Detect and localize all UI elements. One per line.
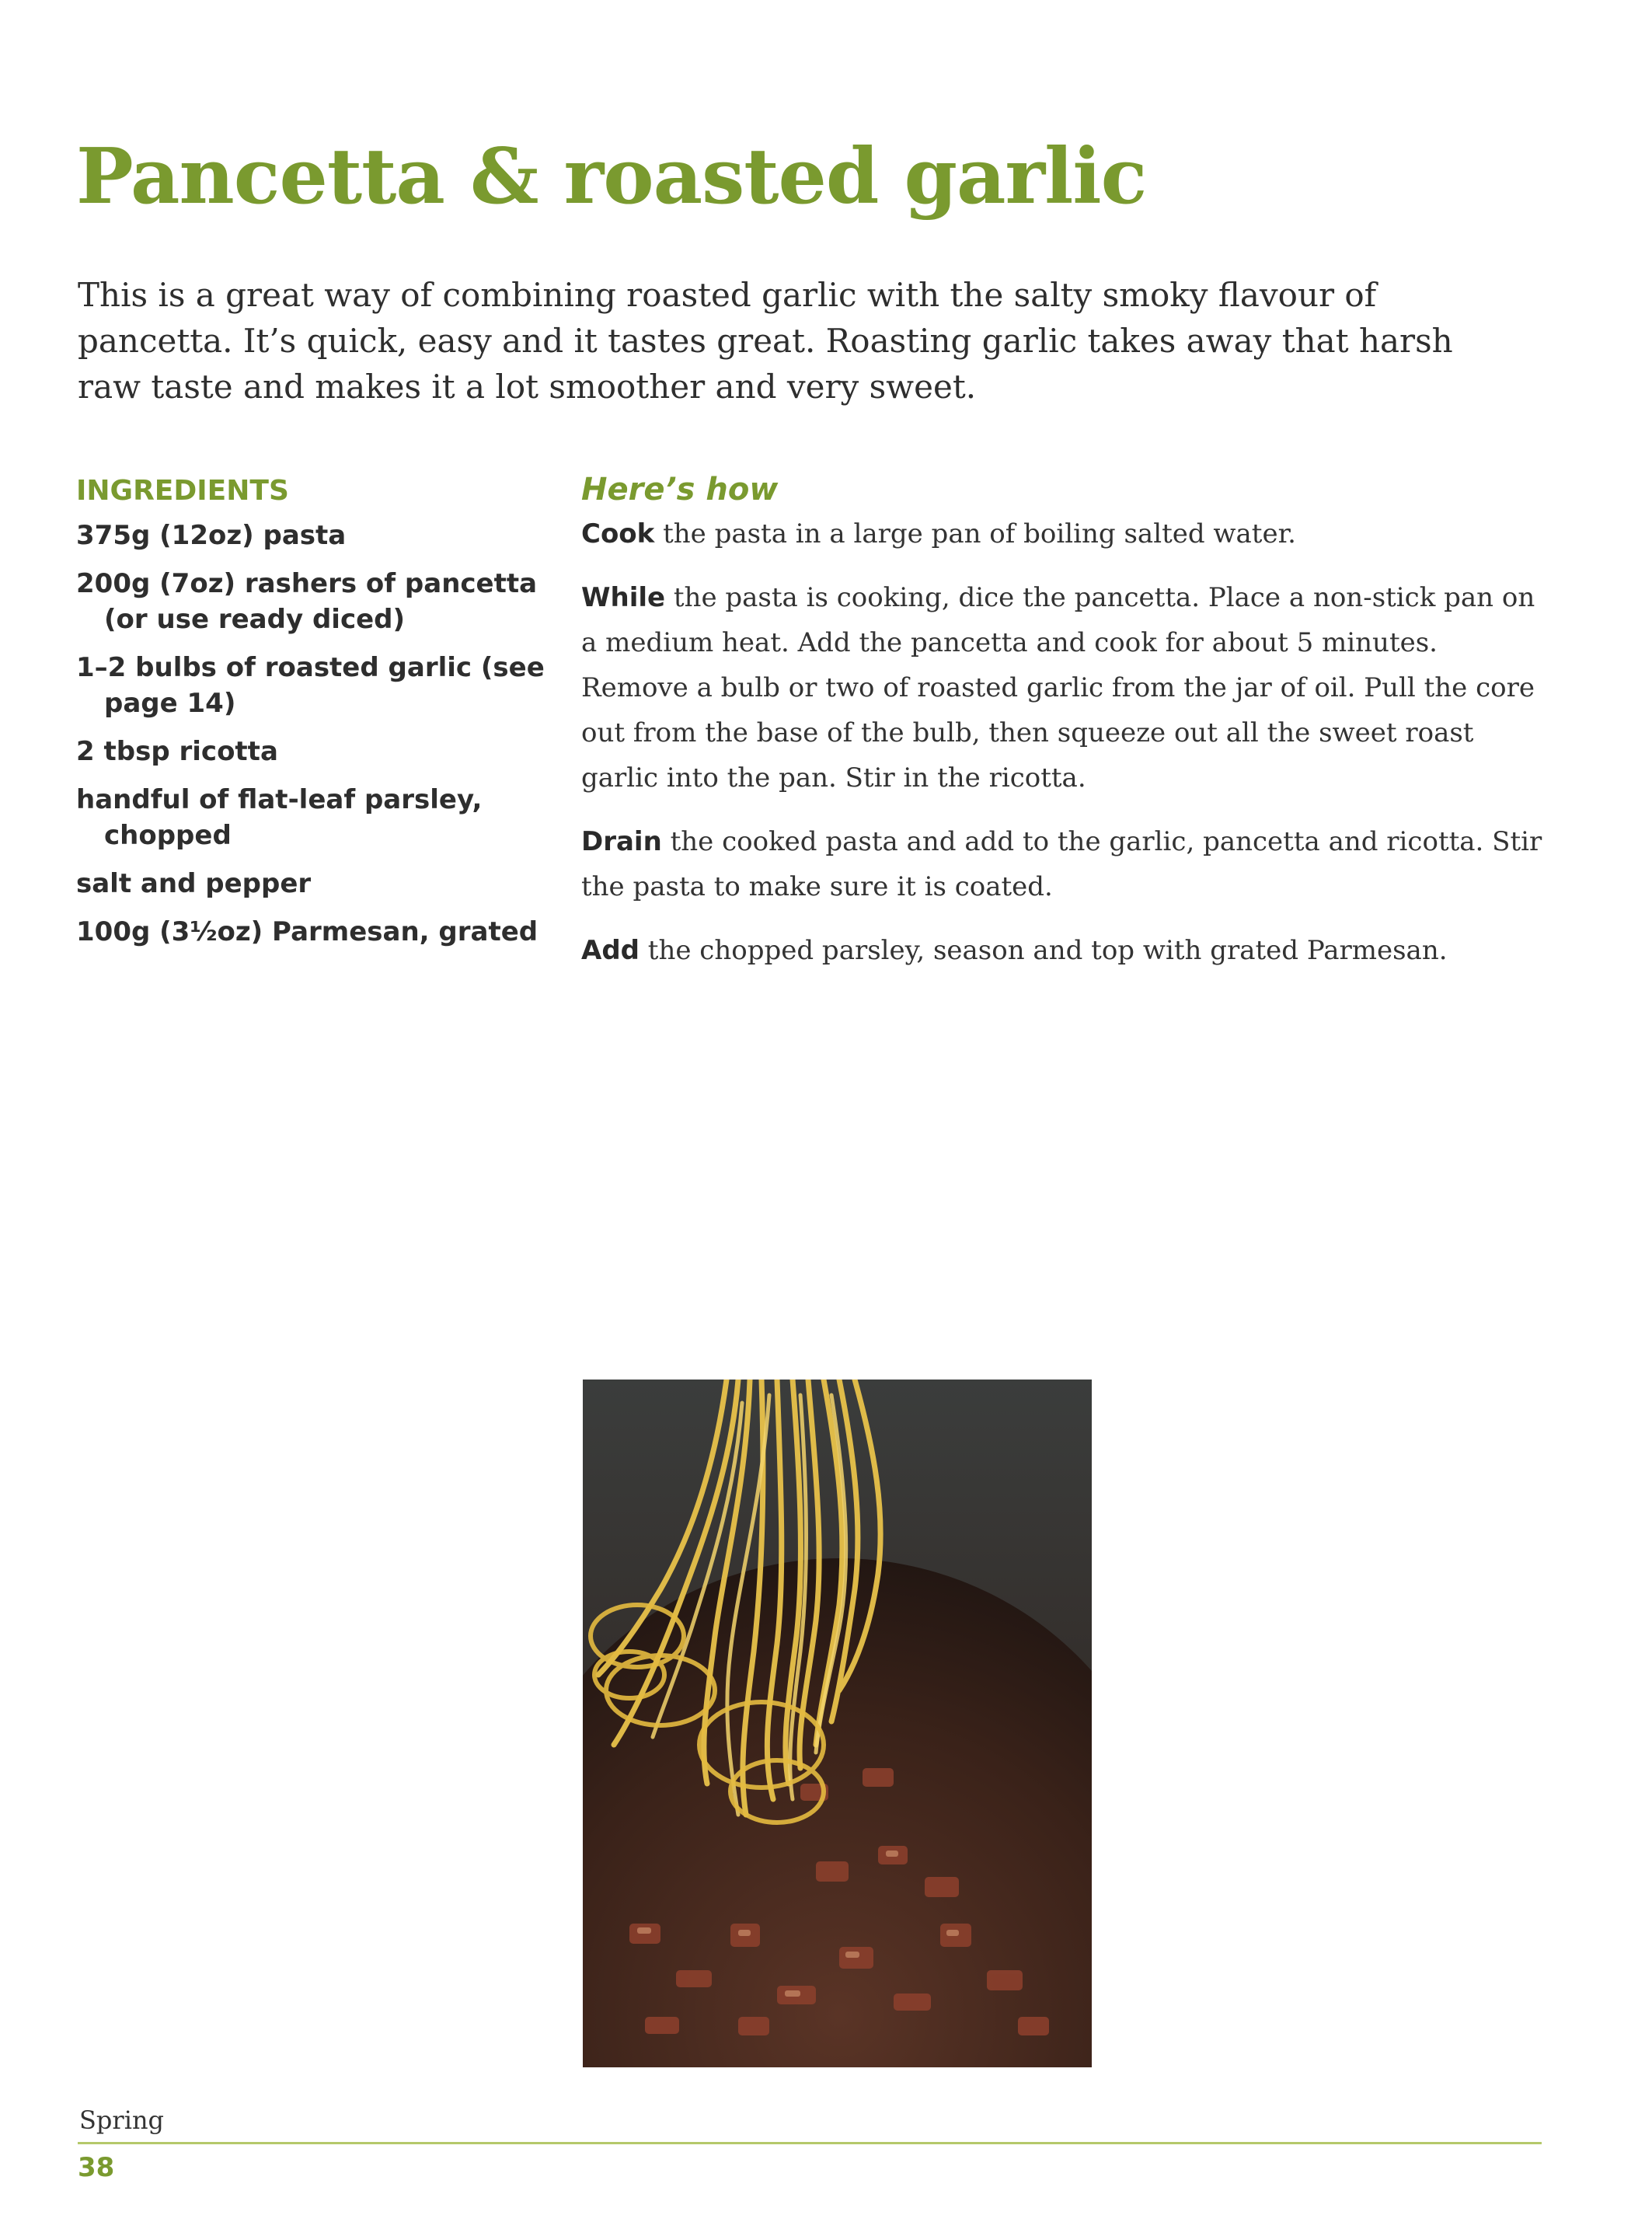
ingredients-list <box>76 518 558 950</box>
step-lead: Cook <box>581 518 655 549</box>
method-step <box>581 819 1553 909</box>
step-text: the chopped parsley, season and top with grated Parmesan. <box>640 935 1448 966</box>
footer-divider <box>78 2142 1542 2144</box>
ingredient-item: 200g (7oz) rashers of pancetta (or use ready diced) <box>76 568 538 635</box>
ingredient-item: 375g (12oz) pasta <box>76 520 347 551</box>
section-label: Spring <box>79 2105 165 2135</box>
page-number: 38 <box>78 2152 115 2183</box>
step-text: the cooked pasta and add to the garlic, pancetta and ricotta. Stir the pasta to make sure it is coated. <box>581 826 1542 902</box>
step-lead: Add <box>581 935 640 966</box>
step-text: the pasta in a large pan of boiling salted water. <box>654 518 1296 549</box>
ingredients-heading: INGREDIENTS <box>76 475 289 507</box>
recipe-title: Pancetta & roasted garlic <box>76 132 1147 222</box>
method-section <box>581 471 1553 992</box>
method-step <box>581 928 1553 973</box>
recipe-intro: This is a great way of combining roasted garlic with the salty smoky flavour of pancetta. It’s quick, easy and it tastes great. Roasting garlic takes away that harsh raw taste and makes it a lot smoother and very sweet. <box>78 276 1453 406</box>
ingredients-section <box>76 474 558 962</box>
step-text: the pasta is cooking, dice the pancetta. Place a non-stick pan on a medium heat. Add the pancetta and cook for about 5 minutes. Remove a bulb or two of roasted garlic from the jar of oil. Pull the core out from the base of the bulb, then squeeze out all the sweet roast garlic into the pan. Stir in the ricotta. <box>581 582 1535 794</box>
pasta-photo <box>583 1380 1092 2067</box>
step-lead: Drain <box>581 826 662 857</box>
ingredient-item: 1–2 bulbs of roasted garlic (see page 14) <box>76 652 545 719</box>
ingredient-item: 100g (3½oz) Parmesan, grated <box>76 916 538 947</box>
ingredient-item: salt and pepper <box>76 868 312 899</box>
method-step <box>581 511 1553 556</box>
step-lead: While <box>581 582 666 613</box>
pasta-photo-illustration <box>583 1380 1092 2067</box>
method-heading: Here’s how <box>581 472 779 508</box>
ingredient-item: handful of flat-leaf parsley, chopped <box>76 784 483 851</box>
ingredient-item: 2 tbsp ricotta <box>76 736 278 767</box>
method-step <box>581 575 1553 801</box>
